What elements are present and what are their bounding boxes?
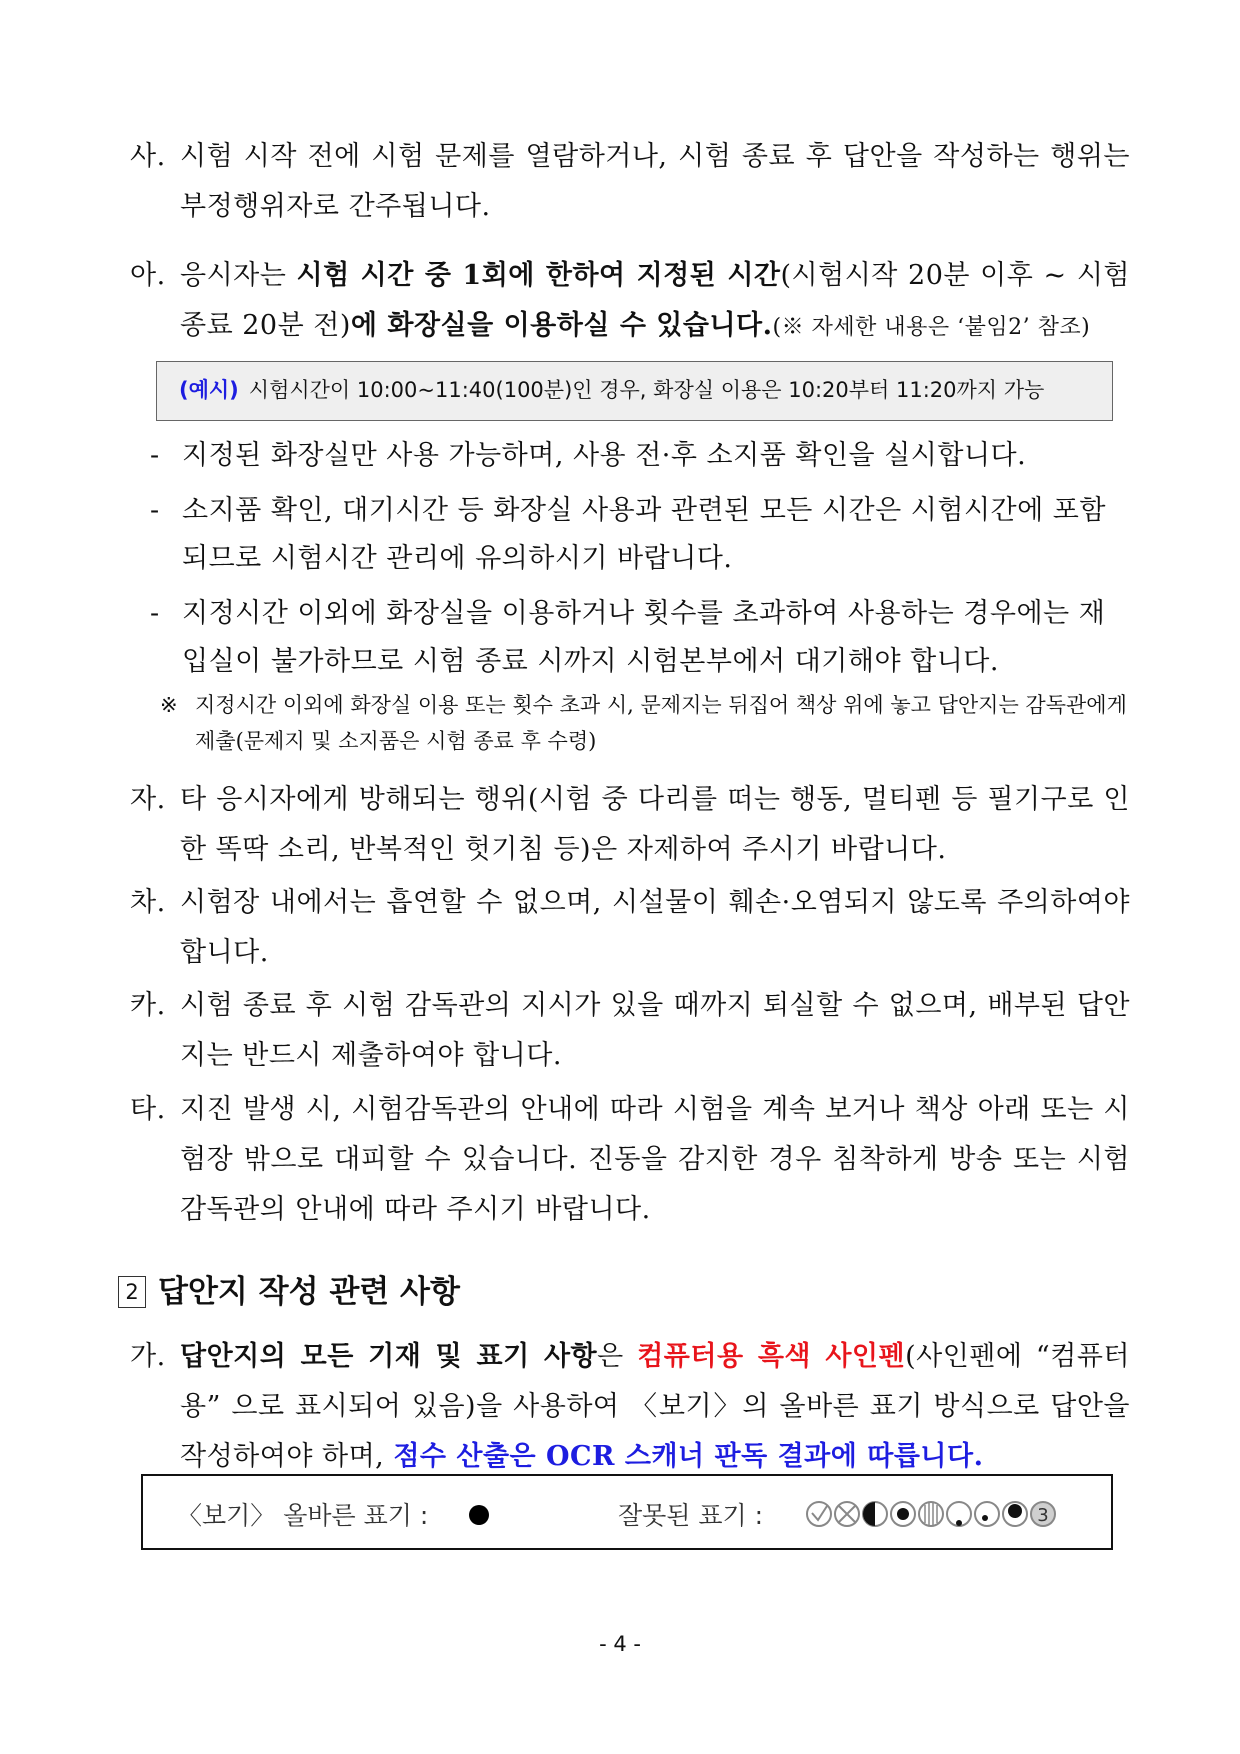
dash-item-3 (150, 590, 1130, 686)
dash-text: 지정시간 이외에 화장실을 이용하거나 횟수를 초과하여 사용하는 경우에는 재입실이 불가하므로 시험 종료 시까지 시험본부에서 대기해야 합니다. (182, 598, 1106, 677)
item-sa (130, 132, 1130, 232)
item-text (180, 1332, 1130, 1482)
example-label: (예시) (179, 378, 239, 402)
dash-text: 소지품 확인, 대기시간 등 화장실 사용과 관련된 모든 시간은 시험시간에 포함되므로 시험시간 관리에 유의하시기 바랍니다. (182, 495, 1106, 574)
item-marker: 카. (130, 990, 166, 1021)
item-ga (130, 1332, 1130, 1482)
dash-item-2 (150, 487, 1130, 583)
item-ta (130, 1085, 1130, 1235)
text-run: 응시자는 (180, 260, 297, 291)
example-text: 시험시간이 10:00~11:40(100분)인 경우, 화장실 이용은 10:20부터 11:20까지 가능 (248, 378, 1045, 402)
check-circle-icon (807, 1502, 831, 1526)
item-marker: 아. (130, 260, 166, 291)
text-run: (시험시작 20분 이후 ~ 시험 종료 20분 전) (180, 260, 1130, 341)
page-number: - 4 - (599, 1632, 641, 1656)
section-title: 답안지 작성 관련 사항 (158, 1274, 460, 1310)
correct-marking-label: 〈보기〉 올바른 표기 : (177, 1501, 429, 1530)
item-text: 시험 시작 전에 시험 문제를 열람하거나, 시험 종료 후 답안을 작성하는 행위는 부정행위자로 간주됩니다. (180, 141, 1130, 222)
item-marker: 자. (130, 784, 166, 815)
item-ja (130, 775, 1130, 875)
wrong-marking-label: 잘못된 표기 : (618, 1501, 764, 1530)
dash-marker: - (150, 598, 160, 629)
text-run: 은 (597, 1341, 638, 1372)
item-marker: 사. (130, 141, 166, 172)
note-text: 지정시간 이외에 화장실 이용 또는 횟수 초과 시, 문제지는 뒤집어 책상 위에 놓고 답안지는 감독관에게 제출(문제지 및 소지품은 시험 종료 후 수령) (195, 693, 1127, 753)
filled-circle-icon (469, 1505, 489, 1525)
number-circle-icon (1031, 1502, 1055, 1526)
wrong-marks-icon (803, 1498, 1103, 1530)
striped-circle-icon (919, 1502, 943, 1526)
item-marker: 차. (130, 887, 166, 918)
note (160, 687, 1130, 759)
red-highlight-text: 컴퓨터용 흑색 사인펜 (637, 1341, 906, 1372)
item-marker: 가. (130, 1341, 166, 1372)
item-ka (130, 981, 1130, 1081)
note-marker: ※ (160, 693, 178, 717)
item-text: 시험 종료 후 시험 감독관의 지시가 있을 때까지 퇴실할 수 없으며, 배부된 답안지는 반드시 제출하여야 합니다. (180, 990, 1130, 1071)
half-filled-circle-icon (863, 1502, 887, 1526)
item-a (130, 251, 1130, 353)
section-number: 2 (118, 1276, 146, 1308)
bold-text: 시험 시간 중 1회에 한하여 지정된 시간 (296, 260, 781, 291)
section-heading (118, 1269, 460, 1315)
item-text: 시험장 내에서는 흡연할 수 없으며, 시설물이 훼손·오염되지 않도록 주의하여야 합니다. (180, 887, 1130, 968)
small-dot-circle-icon (975, 1502, 999, 1526)
dot-circle-icon (891, 1502, 915, 1526)
item-text: 타 응시자에게 방해되는 행위(시험 중 다리를 떠는 행동, 멀티펜 등 필기구로 인한 똑딱 소리, 반복적인 헛기침 등)은 자제하여 주시기 바랍니다. (180, 784, 1130, 865)
item-text (180, 251, 1130, 353)
text-run: (사인펜에 “컴퓨터용” 으로 표시되어 있음)을 사용하여 〈보기〉의 올바른 표기 방식으로 답안을 작성하여야 하며, (180, 1341, 1130, 1472)
bottom-dot-circle-icon (947, 1502, 971, 1526)
partial-filled-circle-icon (1003, 1502, 1027, 1526)
dash-item-1 (150, 432, 1130, 480)
dash-marker: - (150, 495, 160, 526)
blue-highlight-text: 점수 산출은 OCR 스캐너 판독 결과에 따릅니다. (393, 1441, 984, 1472)
item-marker: 타. (130, 1094, 166, 1125)
example-box (156, 361, 1113, 421)
bold-text: 에 화장실을 이용하실 수 있습니다. (350, 310, 773, 341)
dash-marker: - (150, 440, 160, 471)
item-text: 지진 발생 시, 시험감독관의 안내에 따라 시험을 계속 보거나 책상 아래 또는 시험장 밖으로 대피할 수 있습니다. 진동을 감지한 경우 침착하게 방송 또는 시험감독관의 안내에 따라 주시기 바랍니다. (180, 1094, 1130, 1225)
item-cha (130, 878, 1130, 978)
reference-note: (※ 자세한 내용은 ‘붙임2’ 참조) (772, 315, 1091, 340)
wrong-mark-number: 3 (1037, 1505, 1049, 1526)
marking-sample-box (141, 1474, 1113, 1550)
dash-text: 지정된 화장실만 사용 가능하며, 사용 전·후 소지품 확인을 실시합니다. (182, 440, 1027, 471)
bold-text: 답안지의 모든 기재 및 표기 사항 (180, 1341, 598, 1372)
x-circle-icon (835, 1502, 859, 1526)
